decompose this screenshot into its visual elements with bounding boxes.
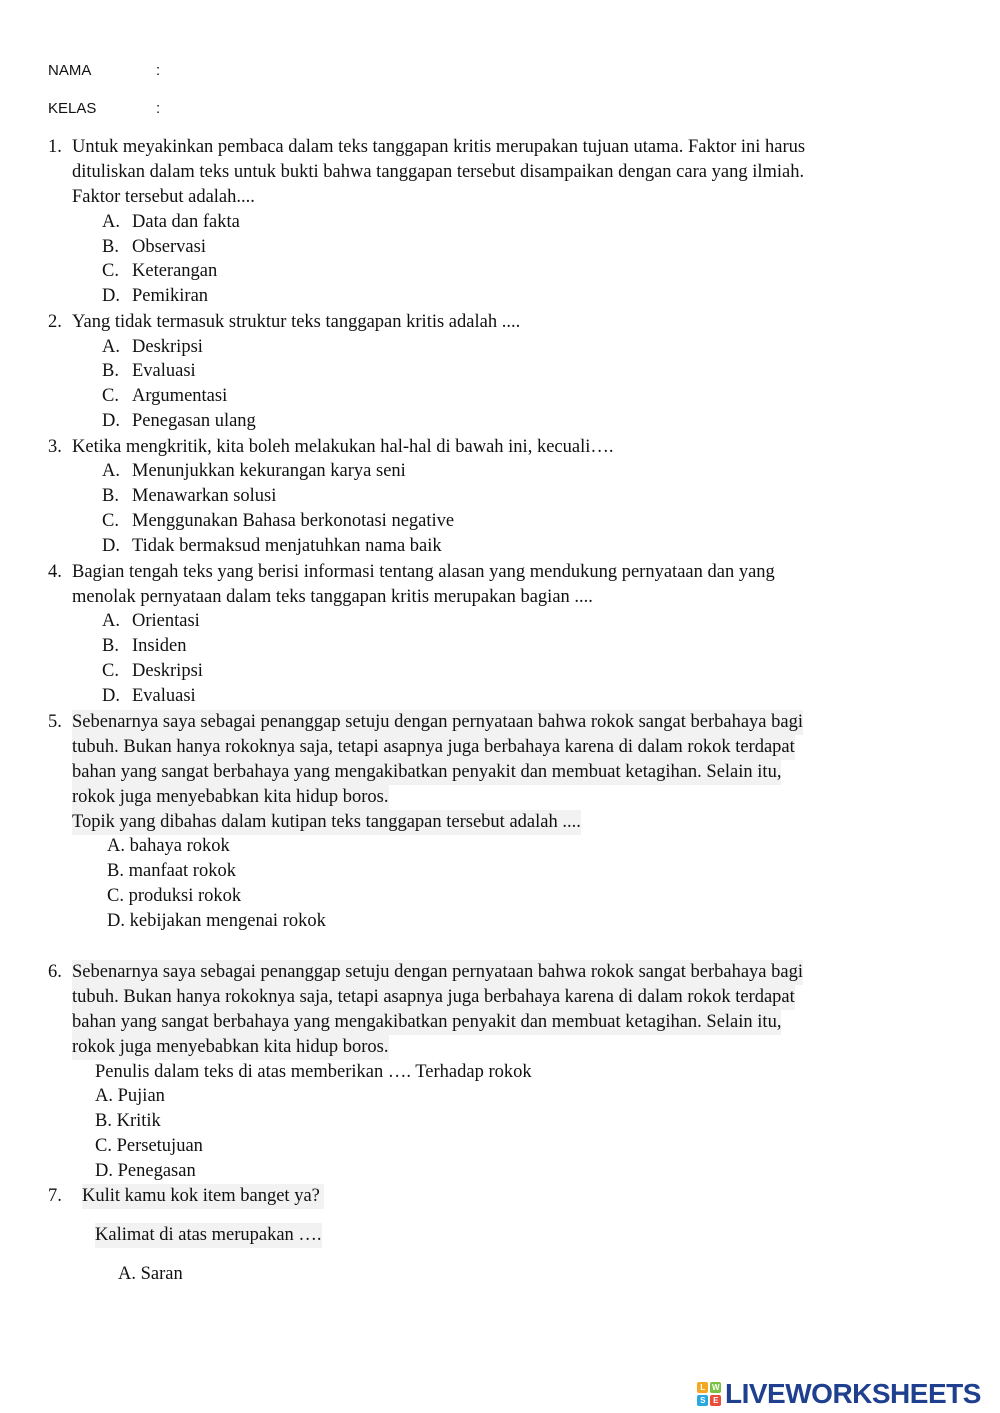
question-number: 4. (48, 562, 62, 582)
option-text: Evaluasi (132, 686, 196, 706)
option-d (102, 534, 442, 559)
option-d (102, 284, 208, 309)
option-text: Menawarkan solusi (132, 486, 277, 506)
option-c (102, 259, 217, 284)
option-b (107, 859, 236, 884)
question-text-line: dituliskan dalam teks untuk bukti bahwa tanggapan tersebut disampaikan dengan cara yang ilmiah. (72, 162, 805, 182)
option-text: Data dan fakta (132, 212, 240, 232)
question-text-line: menolak pernyataan dalam teks tanggapan kritis merupakan bagian .... (72, 587, 593, 607)
option-text: bahaya rokok (129, 836, 230, 856)
option-text: Insiden (132, 636, 187, 656)
option-d (102, 684, 196, 709)
passage-line: rokok juga menyebabkan kita hidup boros. (72, 1035, 389, 1060)
option-text: Saran (140, 1264, 183, 1284)
option-a (95, 1084, 165, 1109)
option-text: Penegasan (117, 1161, 196, 1181)
option-a (102, 609, 200, 634)
passage-line: Sebenarnya saya sebagai penanggap setuju dengan pernyataan bahwa rokok sangat berbahaya bagi (72, 710, 803, 735)
option-d (107, 909, 326, 934)
option-letter: B. (107, 861, 124, 881)
option-d (95, 1159, 196, 1184)
option-letter: D. (102, 686, 120, 706)
passage-line: tubuh. Bukan hanya rokoknya saja, tetapi asapnya juga berbahaya karena di dalam rokok terdapat (72, 985, 795, 1010)
option-text: Argumentasi (132, 386, 228, 406)
option-text: Menggunakan Bahasa berkonotasi negative (132, 511, 455, 531)
option-letter: D. (102, 411, 120, 431)
class-label: KELAS (48, 100, 97, 117)
option-text: kebijakan mengenai rokok (129, 911, 326, 931)
option-text: produksi rokok (128, 886, 242, 906)
question-number: 1. (48, 137, 62, 157)
question-number: 3. (48, 437, 62, 457)
option-text: Observasi (132, 237, 206, 257)
option-a (102, 459, 406, 484)
option-text: Penegasan ulang (132, 411, 256, 431)
option-letter: C. (95, 1136, 112, 1156)
option-a (118, 1262, 183, 1287)
liveworksheets-logo (697, 1378, 981, 1410)
option-letter: A. (102, 212, 120, 232)
question-prompt: Kalimat di atas merupakan …. (95, 1223, 322, 1248)
passage-line: bahan yang sangat berbahaya yang mengakibatkan penyakit dan membuat ketagihan. Selain itu, (72, 1010, 781, 1035)
question-text-line: Faktor tersebut adalah.... (72, 187, 255, 207)
option-text: Keterangan (132, 261, 218, 281)
passage-line: rokok juga menyebabkan kita hidup boros. (72, 785, 389, 810)
option-letter: B. (102, 636, 119, 656)
question-text-line: Ketika mengkritik, kita boleh melakukan hal-hal di bawah ini, kecuali…. (72, 437, 614, 457)
question-text-line: Bagian tengah teks yang berisi informasi tentang alasan yang mendukung pernyataan dan yang (72, 562, 775, 582)
option-text: Menunjukkan kekurangan karya seni (132, 461, 406, 481)
option-c (102, 509, 454, 534)
option-letter: D. (102, 536, 120, 556)
option-letter: C. (102, 511, 119, 531)
option-letter: D. (102, 286, 120, 306)
option-letter: A. (118, 1264, 136, 1284)
question-prompt: Topik yang dibahas dalam kutipan teks tanggapan tersebut adalah .... (72, 810, 581, 835)
option-c (102, 659, 203, 684)
option-a (107, 834, 230, 859)
option-b (102, 634, 186, 659)
option-text: Persetujuan (116, 1136, 203, 1156)
option-letter: A. (102, 611, 120, 631)
name-colon: : (156, 62, 161, 79)
question-text-line: Yang tidak termasuk struktur teks tanggapan kritis adalah .... (72, 312, 521, 332)
option-text: Deskripsi (132, 337, 203, 357)
name-label: NAMA (48, 62, 92, 79)
option-letter: C. (102, 661, 119, 681)
option-text: Orientasi (132, 611, 200, 631)
passage-line: tubuh. Bukan hanya rokoknya saja, tetapi asapnya juga berbahaya karena di dalam rokok terdapat (72, 735, 795, 760)
class-colon: : (156, 100, 161, 117)
option-text: Evaluasi (132, 361, 196, 381)
question-prompt: Penulis dalam teks di atas memberikan …. Terhadap rokok (95, 1062, 532, 1082)
option-d (102, 409, 256, 434)
passage-line: bahan yang sangat berbahaya yang mengakibatkan penyakit dan membuat ketagihan. Selain itu, (72, 760, 781, 785)
option-letter: B. (102, 486, 119, 506)
option-letter: C. (102, 261, 119, 281)
question-text-line: Untuk meyakinkan pembaca dalam teks tanggapan kritis merupakan tujuan utama. Faktor ini harus (72, 137, 806, 157)
option-letter: A. (95, 1086, 113, 1106)
option-text: Pemikiran (132, 286, 209, 306)
option-c (95, 1134, 203, 1159)
option-letter: B. (102, 361, 119, 381)
option-c (107, 884, 241, 909)
option-text: Pujian (117, 1086, 165, 1106)
option-text: Kritik (116, 1111, 161, 1131)
option-b (102, 359, 196, 384)
statement: Kulit kamu kok item banget ya? (82, 1184, 324, 1209)
option-c (102, 384, 227, 409)
passage-line: Sebenarnya saya sebagai penanggap setuju dengan pernyataan bahwa rokok sangat berbahaya bagi (72, 960, 803, 985)
question-number: 2. (48, 312, 62, 332)
option-letter: D. (95, 1161, 113, 1181)
logo-mark-icon: L W S E (697, 1382, 721, 1406)
option-letter: A. (102, 337, 120, 357)
option-b (95, 1109, 161, 1134)
option-b (102, 484, 276, 509)
option-text: Deskripsi (132, 661, 203, 681)
option-letter: C. (107, 886, 124, 906)
option-letter: C. (102, 386, 119, 406)
option-text: manfaat rokok (128, 861, 236, 881)
option-letter: A. (102, 461, 120, 481)
option-letter: B. (102, 237, 119, 257)
class-label-row (48, 100, 161, 117)
question-number: 6. (48, 962, 62, 982)
option-a (102, 335, 203, 360)
option-text: Tidak bermaksud menjatuhkan nama baik (132, 536, 442, 556)
option-letter: A. (107, 836, 125, 856)
option-letter: D. (107, 911, 125, 931)
option-b (102, 235, 206, 260)
question-number: 5. (48, 712, 62, 732)
question-number: 7. (48, 1186, 62, 1206)
option-letter: B. (95, 1111, 112, 1131)
logo-text: LIVEWORKSHEETS (725, 1378, 981, 1409)
name-label-row (48, 62, 161, 79)
option-a (102, 210, 240, 235)
